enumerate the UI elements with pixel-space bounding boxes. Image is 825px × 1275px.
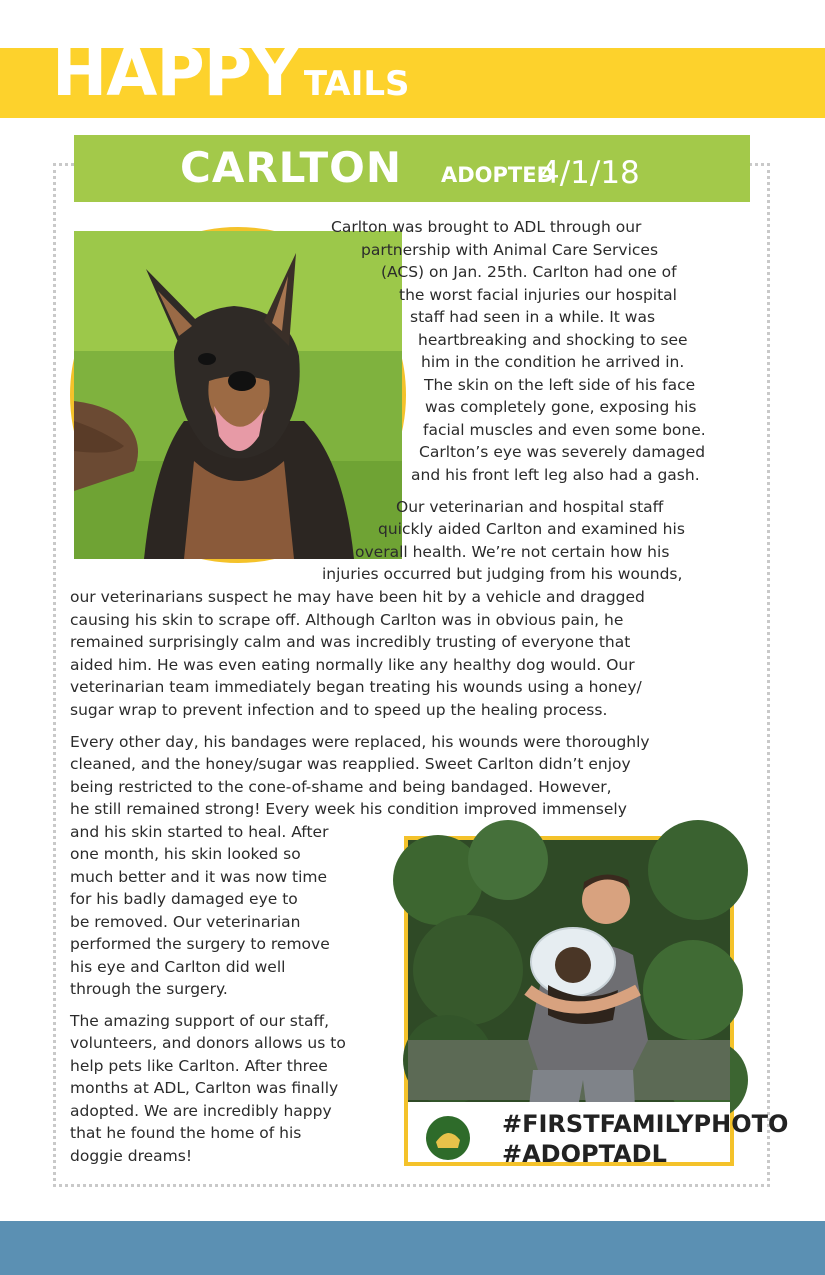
title-tails: TAILS — [303, 64, 410, 104]
title-happy: HAPPY — [52, 34, 298, 111]
body-line: Carlton was brought to ADL through our — [331, 218, 642, 236]
body-line: one month, his skin looked so — [70, 845, 301, 863]
body-line: adopted. We are incredibly happy — [70, 1102, 332, 1120]
body-line: and his skin started to heal. After — [70, 823, 329, 841]
body-line: doggie dreams! — [70, 1147, 193, 1165]
body-line: the worst facial injuries our hospital — [399, 286, 677, 304]
body-line: for his badly damaged eye to — [70, 890, 298, 908]
hashtag-firstfamilyphoto: #FIRSTFAMILYPHOTO — [502, 1110, 789, 1138]
body-line: being restricted to the cone-of-shame and being bandaged. However, — [70, 778, 612, 796]
body-line: injuries occurred but judging from his wounds, — [322, 565, 683, 583]
body-line: aided him. He was even eating normally like any healthy dog would. Our — [70, 656, 635, 674]
body-line: partnership with Animal Care Services — [361, 241, 659, 259]
body-line: staff had seen in a while. It was — [410, 308, 656, 326]
body-line: performed the surgery to remove — [70, 935, 330, 953]
body-line: him in the condition he arrived in. — [421, 353, 685, 371]
body-line: overall health. We’re not certain how his — [355, 543, 670, 561]
body-line: through the surgery. — [70, 980, 228, 998]
body-line: sugar wrap to prevent infection and to speed up the healing process. — [70, 701, 608, 719]
page-title — [52, 34, 410, 111]
body-line: remained surprisingly calm and was incredibly trusting of everyone that — [70, 633, 631, 651]
body-line: and his front left leg also had a gash. — [411, 466, 700, 484]
footer-band — [0, 1221, 825, 1275]
body-line: that he found the home of his — [70, 1124, 302, 1142]
body-line: heartbreaking and shocking to see — [418, 331, 688, 349]
adoption-photo — [404, 836, 789, 1168]
body-line: cleaned, and the honey/sugar was reapplied. Sweet Carlton didn’t enjoy — [70, 755, 631, 773]
dog-photo-illustration — [74, 231, 402, 559]
body-line: our veterinarians suspect he may have been hit by a vehicle and dragged — [70, 588, 645, 606]
body-line: his eye and Carlton did well — [70, 958, 286, 976]
body-line: quickly aided Carlton and examined his — [378, 520, 685, 538]
body-line: The amazing support of our staff, — [70, 1012, 330, 1030]
body-line: Every other day, his bandages were replaced, his wounds were thoroughly — [70, 733, 650, 751]
body-line: Our veterinarian and hospital staff — [396, 498, 664, 516]
body-line: help pets like Carlton. After three — [70, 1057, 328, 1075]
body-line: facial muscles and even some bone. — [423, 421, 706, 439]
body-line: (ACS) on Jan. 25th. Carlton had one of — [381, 263, 677, 281]
adopted-date: 4/1/18 — [540, 155, 640, 191]
adoption-photo-illustration — [408, 840, 789, 1168]
dog-name: CARLTON — [180, 143, 402, 192]
body-line: he still remained strong! Every week his condition improved immensely — [70, 800, 627, 818]
body-line: Carlton’s eye was severely damaged — [419, 443, 706, 461]
dog-photo — [70, 227, 406, 563]
body-line: months at ADL, Carlton was finally — [70, 1079, 339, 1097]
body-line: The skin on the left side of his face — [424, 376, 696, 394]
adopted-label: ADOPTED — [441, 163, 555, 187]
body-line: veterinarian team immediately began treating his wounds using a honey/ — [70, 678, 642, 696]
body-line: much better and it was now time — [70, 868, 328, 886]
body-line: be removed. Our veterinarian — [70, 913, 301, 931]
body-line: causing his skin to scrape off. Although Carlton was in obvious pain, he — [70, 611, 624, 629]
body-line: volunteers, and donors allows us to — [70, 1034, 346, 1052]
name-bar — [74, 135, 750, 202]
hashtag-adoptadl: #ADOPTADL — [502, 1140, 667, 1168]
body-line: was completely gone, exposing his — [425, 398, 697, 416]
